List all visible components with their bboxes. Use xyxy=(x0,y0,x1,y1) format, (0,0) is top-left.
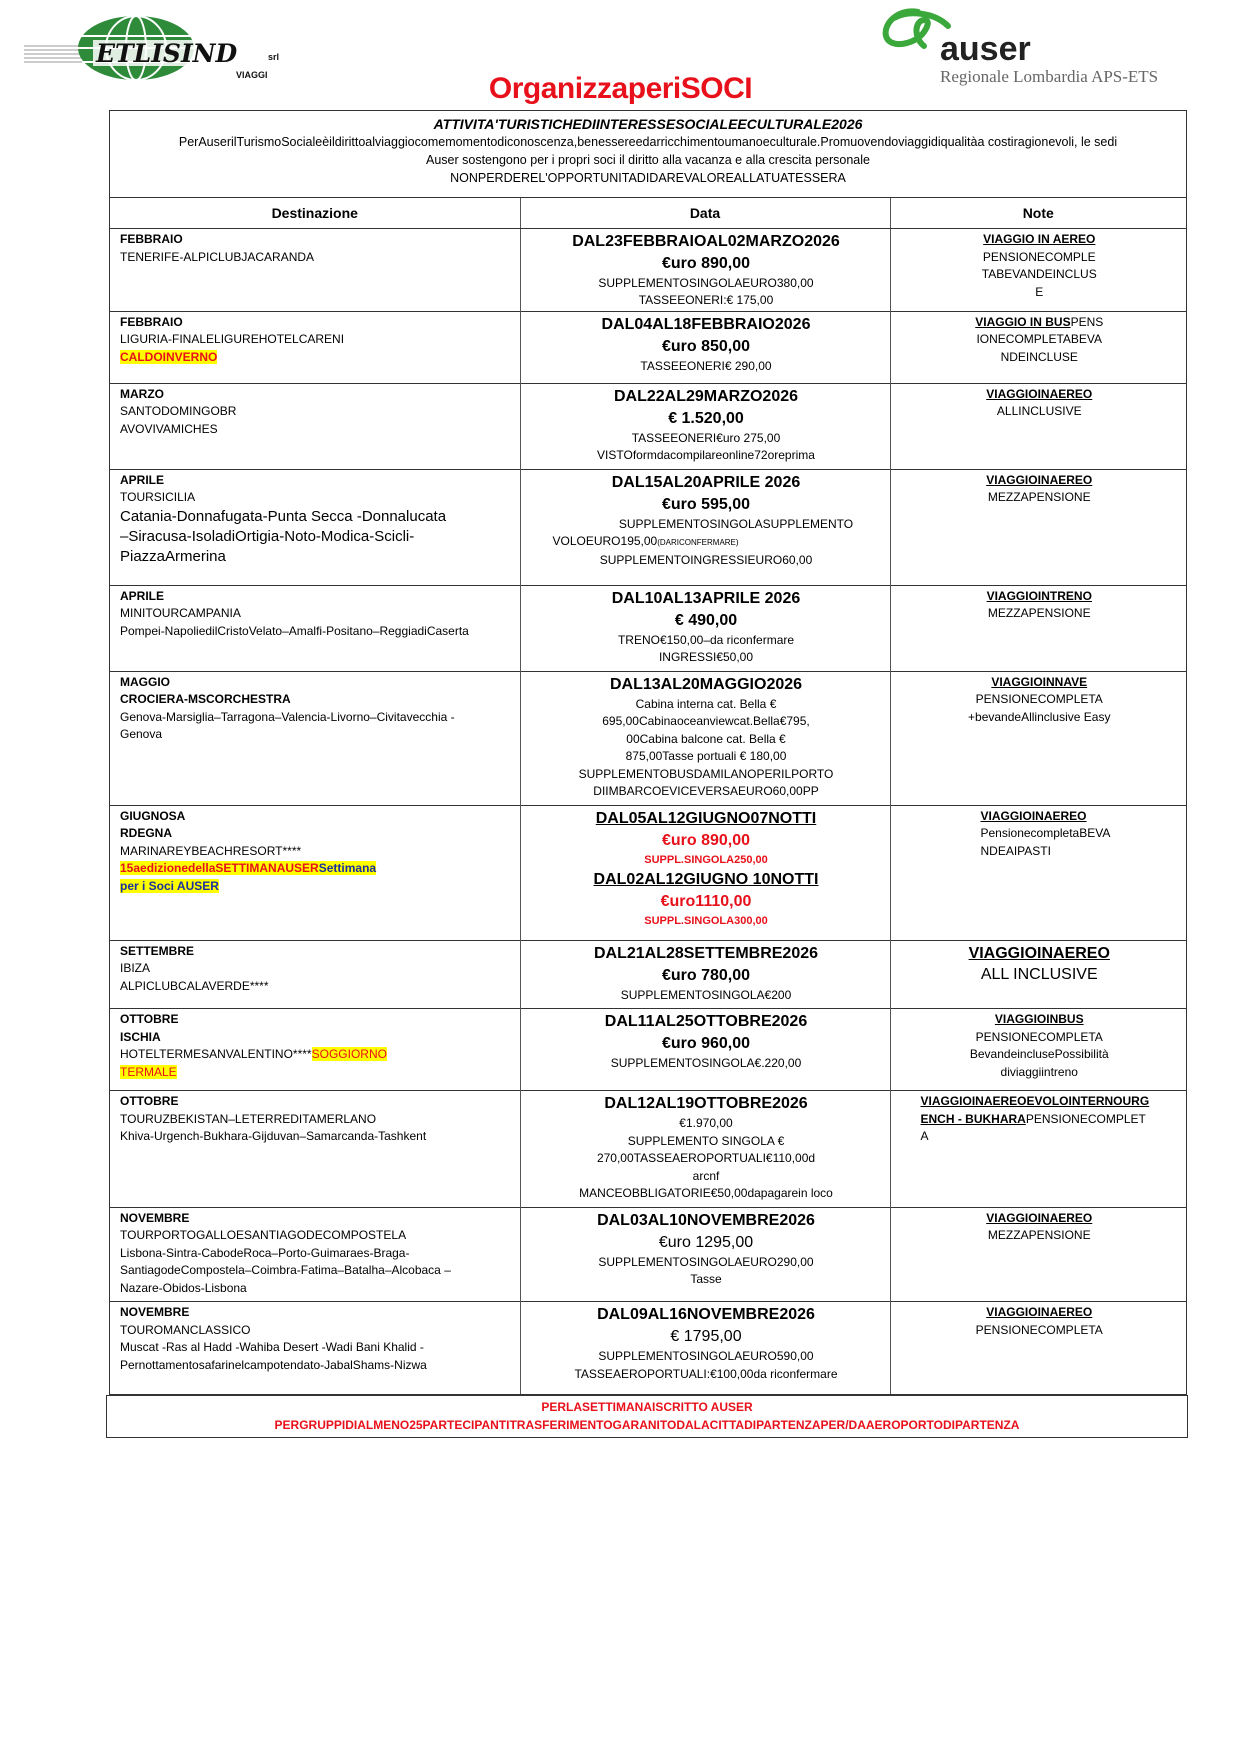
destination: TOURPORTOGALLOESANTIAGODECOMPOSTELA xyxy=(120,1228,407,1242)
detail-group xyxy=(531,533,882,552)
dates: DAL03AL10NOVEMBRE2026 xyxy=(597,1211,815,1229)
destination: AVOVIVAMICHES xyxy=(120,421,218,436)
highlight-label: SOGGIORNOTERMALE xyxy=(120,1047,387,1079)
table-row xyxy=(110,1009,1186,1091)
highlight-week: Settimana per i Soci AUSER xyxy=(120,861,377,893)
detail: INGRESSI€50,00 xyxy=(658,650,754,664)
dest-cell xyxy=(110,311,520,383)
svg-text:Regionale Lombardia APS-ETS: Regionale Lombardia APS-ETS xyxy=(940,67,1159,86)
date-cell xyxy=(520,1091,890,1208)
dates-option-1: DAL05AL12GIUGNO07NOTTI xyxy=(595,809,817,827)
table-row xyxy=(110,311,1186,383)
note: PENSIONECOMPLETA xyxy=(975,1322,1103,1337)
destination: ISCHIA xyxy=(120,1029,161,1044)
note-cell xyxy=(890,1302,1186,1394)
transport: VIAGGIOINAEREO xyxy=(968,944,1110,962)
intro-line-1: PerAuserilTurismoSocialeèildirittoalviaggiocomemomentodiconoscenza,benessereedarricchimentoumanoeculturale.Promuovendoviaggidiqualitàa costiragionevoli, le sedi xyxy=(178,135,1118,149)
dates: DAL13AL20MAGGIO2026 xyxy=(609,675,803,693)
price: €uro 595,00 xyxy=(661,495,751,513)
trips-table xyxy=(110,198,1186,1394)
price-option-1: €uro 890,00 xyxy=(661,831,751,849)
hotel-group xyxy=(120,1046,390,1081)
dates: DAL12AL19OTTOBRE2026 xyxy=(604,1095,808,1112)
table-row xyxy=(110,940,1186,1009)
dest-cell xyxy=(110,383,520,469)
travel-schedule xyxy=(109,110,1187,1395)
table-row xyxy=(110,229,1186,312)
date-cell xyxy=(520,1207,890,1302)
transport: VIAGGIOINAEREO xyxy=(986,472,1093,487)
detail-note: (DARICONFERMARE) xyxy=(657,538,739,547)
col-header-data: Data xyxy=(520,198,890,229)
note: MEZZAPENSIONE xyxy=(987,490,1091,504)
month: FEBBRAIO xyxy=(120,232,183,246)
transport: VIAGGIOINAEREOEVOLOINTERNOURGENCH - BUKHARA xyxy=(920,1094,1150,1126)
price: €uro 960,00 xyxy=(661,1035,751,1052)
note-cell xyxy=(890,671,1186,805)
note-cell xyxy=(890,805,1186,940)
price: € 1.520,00 xyxy=(668,409,744,427)
dates: DAL04AL18FEBBRAIO2026 xyxy=(601,315,811,333)
month: SETTEMBRE xyxy=(120,943,195,958)
note-cell xyxy=(890,383,1186,469)
note: MEZZAPENSIONE xyxy=(987,1228,1091,1242)
dates: DAL09AL16NOVEMBRE2026 xyxy=(597,1306,815,1323)
detail: VISTOformdacompilareonline72oreprima xyxy=(597,448,815,462)
destination: MINITOURCAMPANIA xyxy=(120,606,241,620)
date-cell xyxy=(520,1302,890,1394)
dest-cell xyxy=(110,1302,520,1394)
detail: Tasse xyxy=(690,1272,722,1286)
dates: DAL11AL25OTTOBRE2026 xyxy=(604,1013,808,1030)
dest-cell xyxy=(110,671,520,805)
highlight-group xyxy=(120,860,380,895)
month: MAGGIO xyxy=(120,674,170,689)
detail: SUPPLEMENTOBUSDAMILANOPERILPORTO DIIMBARCOEVICEVERSAEURO60,00PP xyxy=(578,766,834,798)
supplement-option-1: SUPPL.SINGOLA250,00 xyxy=(644,853,768,866)
destination: TOUROMANCLASSICO xyxy=(120,1322,251,1337)
month: OTTOBRE xyxy=(120,1094,179,1108)
note: PENSIONECOMPLETA BevandeinclusePossibilità diviaggiintreno xyxy=(969,1029,1109,1079)
itinerary: Pompei-NapoliedilCristoVelato–Amalfi-Positano–ReggiadiCaserta xyxy=(120,623,469,638)
note-cell xyxy=(890,1207,1186,1302)
note: PENSIONECOMPLETABEVANDEINCLUSE xyxy=(981,249,1097,299)
price: € 1795,00 xyxy=(670,1328,742,1345)
date-cell xyxy=(520,229,890,312)
table-row xyxy=(110,585,1186,671)
detail: SUPPLEMENTOSINGOLA€200 xyxy=(620,987,792,1002)
note: ALL INCLUSIVE xyxy=(980,965,1098,983)
destination: IBIZA xyxy=(120,961,151,975)
note: ALLINCLUSIVE xyxy=(996,404,1082,418)
month: APRILE xyxy=(120,588,165,603)
supplement-option-2: SUPPL.SINGOLA300,00 xyxy=(644,915,768,927)
transport: VIAGGIOINAEREO xyxy=(986,1210,1093,1225)
svg-text:VIAGGI: VIAGGI xyxy=(236,70,268,80)
destination: CROCIERA-MSCORCHESTRA xyxy=(120,692,291,706)
dest-cell xyxy=(110,1009,520,1091)
itinerary: Genova-Marsiglia–Tarragona–Valencia-Livorno–Civitavecchia -Genova xyxy=(120,709,455,741)
date-cell xyxy=(520,805,890,940)
dest-cell xyxy=(110,229,520,312)
page-title: OrganizzaperiSOCI xyxy=(488,72,753,105)
date-cell xyxy=(520,1009,890,1091)
month: NOVEMBRE xyxy=(120,1210,190,1225)
dates: DAL23FEBBRAIOAL02MARZO2026 xyxy=(572,233,840,250)
detail: Cabina interna cat. Bella € 695,00Cabinaoceanviewcat.Bella€795, 00Cabina balcone cat. Bella € 875,00Tasse portuali € 180,00 xyxy=(602,696,810,763)
table-row xyxy=(110,1302,1186,1394)
table-row xyxy=(110,469,1186,585)
dest-cell xyxy=(110,1091,520,1208)
detail: SUPPLEMENTO SINGOLA € 270,00TASSEAEROPORTUALI€110,00d arcnf xyxy=(596,1133,816,1183)
price: €uro 890,00 xyxy=(661,255,751,272)
detail: TASSEEONERI€ 290,00 xyxy=(640,358,772,373)
table-row xyxy=(110,1091,1186,1208)
note-cell xyxy=(890,940,1186,1009)
destination: LIGURIA-FINALELIGUREHOTELCARENI xyxy=(120,332,345,346)
destination: MARINAREYBEACHRESORT**** xyxy=(120,843,302,858)
month: RDEGNA xyxy=(120,826,173,840)
note: PensionecompletaBEVANDEAIPASTI xyxy=(980,826,1111,858)
dest-cell xyxy=(110,1207,520,1302)
date-cell xyxy=(520,940,890,1009)
detail: TASSEEONERI€uro 275,00 xyxy=(631,430,781,445)
note: PENSIONECOMPLETA +bevandeAllinclusive Easy xyxy=(968,692,1111,724)
destination: TENERIFE-ALPICLUBJACARANDA xyxy=(120,249,315,264)
month: NOVEMBRE xyxy=(120,1305,190,1319)
detail: TASSEEONERI:€ 175,00 xyxy=(638,292,774,307)
dates: DAL22AL29MARZO2026 xyxy=(613,387,799,405)
itinerary: Lisbona-Sintra-CabodeRoca–Porto-Guimaraes-Braga-SantiagodeCompostela–Coimbra-Fatima–Batalha–Alcobaca –Nazare-Obidos-Lisbona xyxy=(120,1245,451,1295)
month: OTTOBRE xyxy=(120,1012,179,1026)
detail: MANCEOBBLIGATORIE€50,00dapagarein loco xyxy=(579,1186,833,1200)
footer-line-1: PERLASETTIMANAISCRITTO AUSER xyxy=(541,1400,753,1414)
table-row xyxy=(110,383,1186,469)
logo-left-text: ETLISIND xyxy=(96,39,238,68)
transport: VIAGGIOINBUS xyxy=(994,1012,1084,1026)
transport: VIAGGIOINNAVE xyxy=(991,674,1088,689)
detail: SUPPLEMENTOSINGOLAEURO590,00 xyxy=(598,1349,814,1363)
intro-line-2: Auser sostengono per i propri soci il diritto alla vacanza e alla crescita personale xyxy=(426,153,870,167)
destination: ALPICLUBCALAVERDE**** xyxy=(120,978,269,993)
col-header-note: Note xyxy=(890,198,1186,229)
price: € 490,00 xyxy=(674,611,738,629)
date-cell xyxy=(520,311,890,383)
dest-cell xyxy=(110,585,520,671)
itinerary: Catania-Donnafugata-Punta Secca -Donnalucata –Siracusa-IsoladiOrtigia-Noto-Modica-Scicli-PiazzaArmerina xyxy=(120,507,447,565)
transport: VIAGGIOINAEREO xyxy=(986,1305,1093,1319)
dest-cell xyxy=(110,805,520,940)
dates-option-2: DAL02AL12GIUGNO 10NOTTI xyxy=(593,871,819,888)
note-cell xyxy=(890,1091,1186,1208)
month: FEBBRAIO xyxy=(120,314,183,329)
note-cell xyxy=(890,229,1186,312)
detail: SUPPLEMENTOSINGOLASUPPLEMENTO xyxy=(618,516,854,531)
transport: VIAGGIOINAEREO xyxy=(980,808,1087,823)
dates: DAL10AL13APRILE 2026 xyxy=(611,589,801,607)
note-group xyxy=(921,1093,1151,1146)
transport: VIAGGIOINTRENO xyxy=(986,588,1092,603)
date-cell xyxy=(520,469,890,585)
month: APRILE xyxy=(120,472,165,487)
note: PENSIONECOMPLETABEVANDEINCLUSE xyxy=(976,314,1104,364)
note-cell xyxy=(890,1009,1186,1091)
intro-line-3: NONPERDEREL'OPPORTUNITADIDAREVALOREALLATUATESSERA xyxy=(450,171,846,185)
intro-box xyxy=(110,111,1186,198)
detail: TRENO€150,00–da riconfermare xyxy=(617,632,795,647)
note-cell xyxy=(890,311,1186,383)
table-row xyxy=(110,1207,1186,1302)
note-cell xyxy=(890,469,1186,585)
date-cell xyxy=(520,585,890,671)
detail: VOLOEURO195,00 xyxy=(552,534,658,548)
destination: TOURUZBEKISTAN–LETERREDITAMERLANO xyxy=(120,1111,377,1126)
transport: VIAGGIO IN BUS xyxy=(975,314,1071,329)
price-option-2: €uro1110,00 xyxy=(660,893,752,910)
month: GIUGNOSA xyxy=(120,808,186,823)
logo-right-text: auser xyxy=(940,30,1031,68)
detail: TASSEAEROPORTUALI:€100,00da riconfermare xyxy=(574,1366,838,1381)
col-header-destinazione: Destinazione xyxy=(110,198,520,229)
highlight-edition: 15aedizionedellaSETTIMANAUSER xyxy=(120,861,319,875)
highlight-label: CALDOINVERNO xyxy=(120,349,218,364)
note-cell xyxy=(890,585,1186,671)
table-row xyxy=(110,671,1186,805)
dates: DAL21AL28SETTEMBRE2026 xyxy=(593,944,819,962)
note: PENSIONECOMPLETA xyxy=(920,1111,1146,1143)
destination: TOURSICILIA xyxy=(120,490,196,504)
detail: SUPPLEMENTOINGRESSIEURO60,00 xyxy=(599,552,813,567)
intro-heading: ATTIVITA'TURISTICHEDIINTERESSESOCIALEECULTURALE2026 xyxy=(433,116,863,132)
dates: DAL15AL20APRILE 2026 xyxy=(611,473,801,491)
table-row xyxy=(110,805,1186,940)
hotel: HOTELTERMESANVALENTINO**** xyxy=(120,1047,312,1061)
detail: SUPPLEMENTOSINGOLA€.220,00 xyxy=(610,1056,802,1070)
itinerary: Khiva-Urgench-Bukhara-Gijduvan–Samarcanda-Tashkent xyxy=(120,1129,427,1143)
itinerary: Muscat -Ras al Hadd -Wahiba Desert -Wadi Bani Khalid -Pernottamentosafarinelcampotendato-JabalShams-Nizwa xyxy=(120,1340,427,1372)
note: MEZZAPENSIONE xyxy=(987,606,1091,620)
transport: VIAGGIO IN AEREO xyxy=(983,232,1096,246)
detail: SUPPLEMENTOSINGOLAEURO290,00 xyxy=(598,1254,814,1269)
header-row xyxy=(110,198,1186,229)
detail: SUPPLEMENTOSINGOLAEURO380,00 xyxy=(598,276,814,290)
month: MARZO xyxy=(120,386,164,401)
svg-text:srl: srl xyxy=(268,52,280,62)
footer-line-2: PERGRUPPIDIALMENO25PARTECIPANTITRASFERIMENTOGARANITODALACITTADIPARTENZAPER/DAAEROPORTODIPARTENZA xyxy=(274,1418,1020,1432)
date-cell xyxy=(520,671,890,805)
dest-cell xyxy=(110,469,520,585)
price: €uro 1295,00 xyxy=(658,1233,754,1251)
footer-notice xyxy=(106,1395,1188,1438)
transport: VIAGGIOINAEREO xyxy=(986,386,1093,401)
price: €uro 850,00 xyxy=(661,337,751,355)
date-cell xyxy=(520,383,890,469)
dest-cell xyxy=(110,940,520,1009)
price: €uro 780,00 xyxy=(661,966,751,984)
price: €1.970,00 xyxy=(679,1116,733,1130)
destination: SANTODOMINGOBR xyxy=(120,404,237,418)
